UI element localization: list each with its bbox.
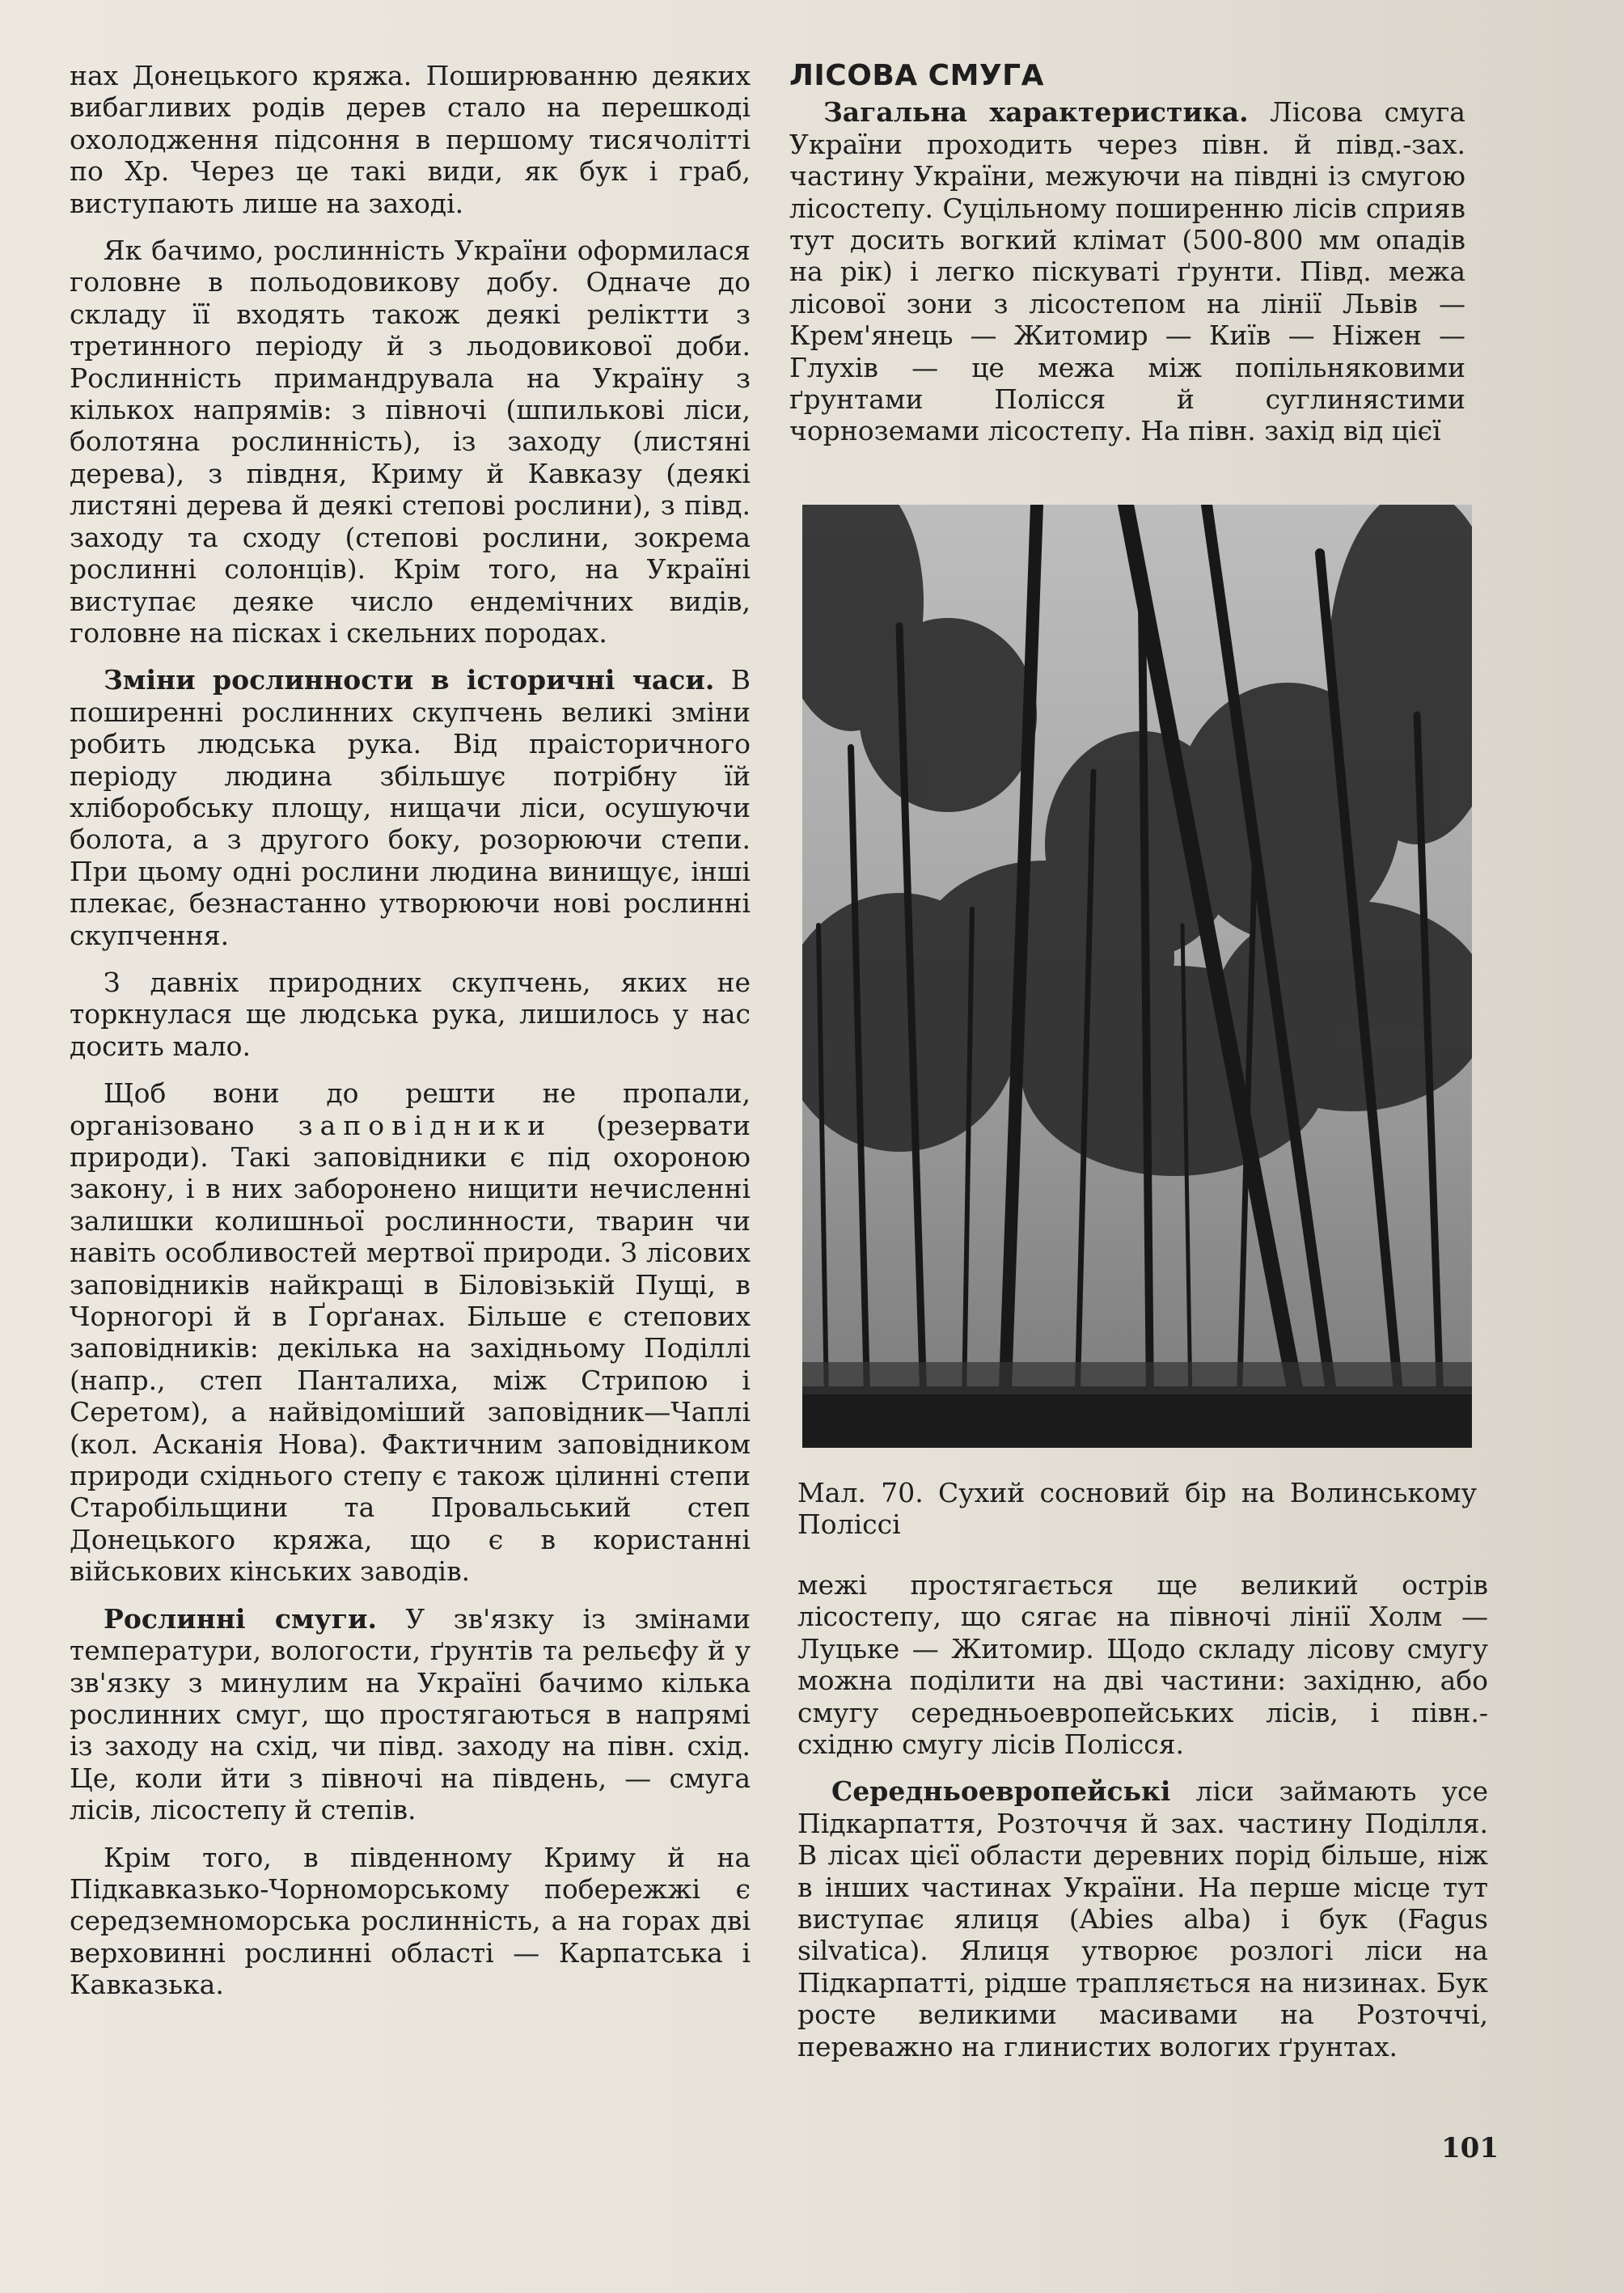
paragraph: З давніх природних скупчень, яких не торкнулася ще людська рука, лишилось у нас досить мало. — [70, 966, 751, 1062]
section-lead: Зміни рослинности в історичні часи. — [104, 664, 715, 696]
paragraph-text: ліси займають усе Підкарпаття, Розточчя й зах. частину Поділля. В лісах цієї области деревних порід більше, ніж в інших частинах України. На перше місце тут виступає ялиця (Abies alba) і бук (Fagus silvatica). Ялиця утворює розлогі ліси на Підкарпатті, рідше трапляється на низинах. Бук росте великими масивами на Розточчі, переважно на глинистих вологих ґрунтах. — [797, 1775, 1488, 2062]
spaced-term: заповідники — [298, 1109, 553, 1141]
section-lead: Рослинні смуги. — [104, 1602, 377, 1635]
paragraph-text: Щоб вони до решти не пропали, організовано — [70, 1077, 751, 1141]
paragraph-text: Лісова смуга України проходить через півн. й півд.-зах. частину України, межуючи на півдні із смугою лісостепу. Суцільному поширенню лісів сприяв тут досить вогкий клімат (500-800 мм опадів на рік) і легко піскуваті ґрунти. Півд. межа лісової зони з лісостепом на лінії Львів — Крем'янець — Житомир — Київ — Ніжен — Глухів — це межа між попільняковими ґрунтами Полісся й суглинястими чорноземами лісостепу. На півн. захід від цієї — [789, 96, 1465, 447]
paragraph — [789, 96, 1465, 446]
right-column-bottom — [797, 1569, 1488, 2078]
paragraph: Як бачимо, рослинність України оформилася головне в польодовикову добу. Одначе до складу її входять також деякі реліктти з третинного періоду й з льодовикової доби. Рослинність примандрувала на Україну з кількох напрямів: з півночі (шпилькові ліси, болотяна рослинність), із заходу (листяні дерева), з півдня, Криму й Кавказу (деякі листяні дерева й деякі степові рослини), з півд. заходу та сходу (степові рослини, зокрема рослинні солонців). Крім того, на Україні виступає деяке число ендемічних видів, головне на пісках і скельних породах. — [70, 235, 751, 649]
paragraph — [70, 1077, 751, 1588]
paragraph: Крім того, в південному Криму й на Підкавказько-Чорноморському побережжі є середземноморська рослинність, а на горах дві верховинні рослинні області — Карпатська і Кавказька. — [70, 1841, 751, 2001]
photo-caption: Мал. 70. Сухий сосновий бір на Волинському Поліссі — [797, 1477, 1477, 1540]
paragraph: нах Донецького кряжа. Поширюванню деяких вибагливих родів дерев стало на перешкоді охолодження підсоння в першому тисячолітті по Хр. Через це такі види, як бук і граб, виступають лише на заході. — [70, 60, 751, 219]
left-column — [70, 60, 751, 2016]
section-lead: Загальна характеристика. — [823, 96, 1249, 129]
paragraph: межі простягається ще великий острів лісостепу, що сягає на півночі лінії Холм — Луцьке — Житомир. Щодо складу лісову смугу можна поділити на дві частини: західню, або смугу середньоевропейських лісів, і півн.-східню смугу лісів Полісся. — [797, 1569, 1488, 1761]
section-heading: ЛІСОВА СМУГА — [789, 59, 1044, 92]
pine-forest-photo — [802, 505, 1472, 1448]
section-lead: Середньоевропейські — [831, 1775, 1171, 1808]
right-column-top — [789, 60, 1465, 463]
paragraph — [70, 1603, 751, 1826]
paragraph — [797, 1775, 1488, 2062]
paragraph — [70, 664, 751, 951]
paragraph-text: (резервати природи). Такі заповідники є під охороною закону, і в них заборонено нищити нечисленні залишки колишньої рослинности, тварин чи навіть особливостей мертвої природи. З лісових заповідників найкращі в Біловізькій Пущі, в Чорногорі й в Ґорґанах. Більше є степових заповідників: декілька на західньому Поділлі (напр., степ Панталиха, між Стрипою і Серетом), а найвідоміший заповідник—Чаплі (кол. Асканія Нова). Фактичним заповідником природи східнього степу є також цілинні степи Старобільщини та Провальський степ Донецького кряжа, що є в користанні військових кінських заводів. — [70, 1109, 751, 1588]
page-number: 101 — [1441, 2132, 1499, 2164]
paragraph-text: В поширенні рослинних скупчень великі зміни робить людська рука. Від праісторичного періоду людина збільшує потрібну їй хліборобську площу, нищачи ліси, осушуючи болота, а з другого боку, розорюючи степи. При цьому одні рослини людина винищує, інші плекає, безнастанно утворюючи нові рослинні скупчення. — [70, 664, 751, 951]
paragraph-text: У зв'язку із змінами температури, вологости, ґрунтів та рельєфу й у зв'язку з минулим на Україні бачимо кілька рослинних смуг, що простягаються в напрямі із заходу на схід, чи півд. заходу на півн. схід. Це, коли йти з півночі на південь, — смуга лісів, лісостепу й степів. — [70, 1602, 751, 1826]
